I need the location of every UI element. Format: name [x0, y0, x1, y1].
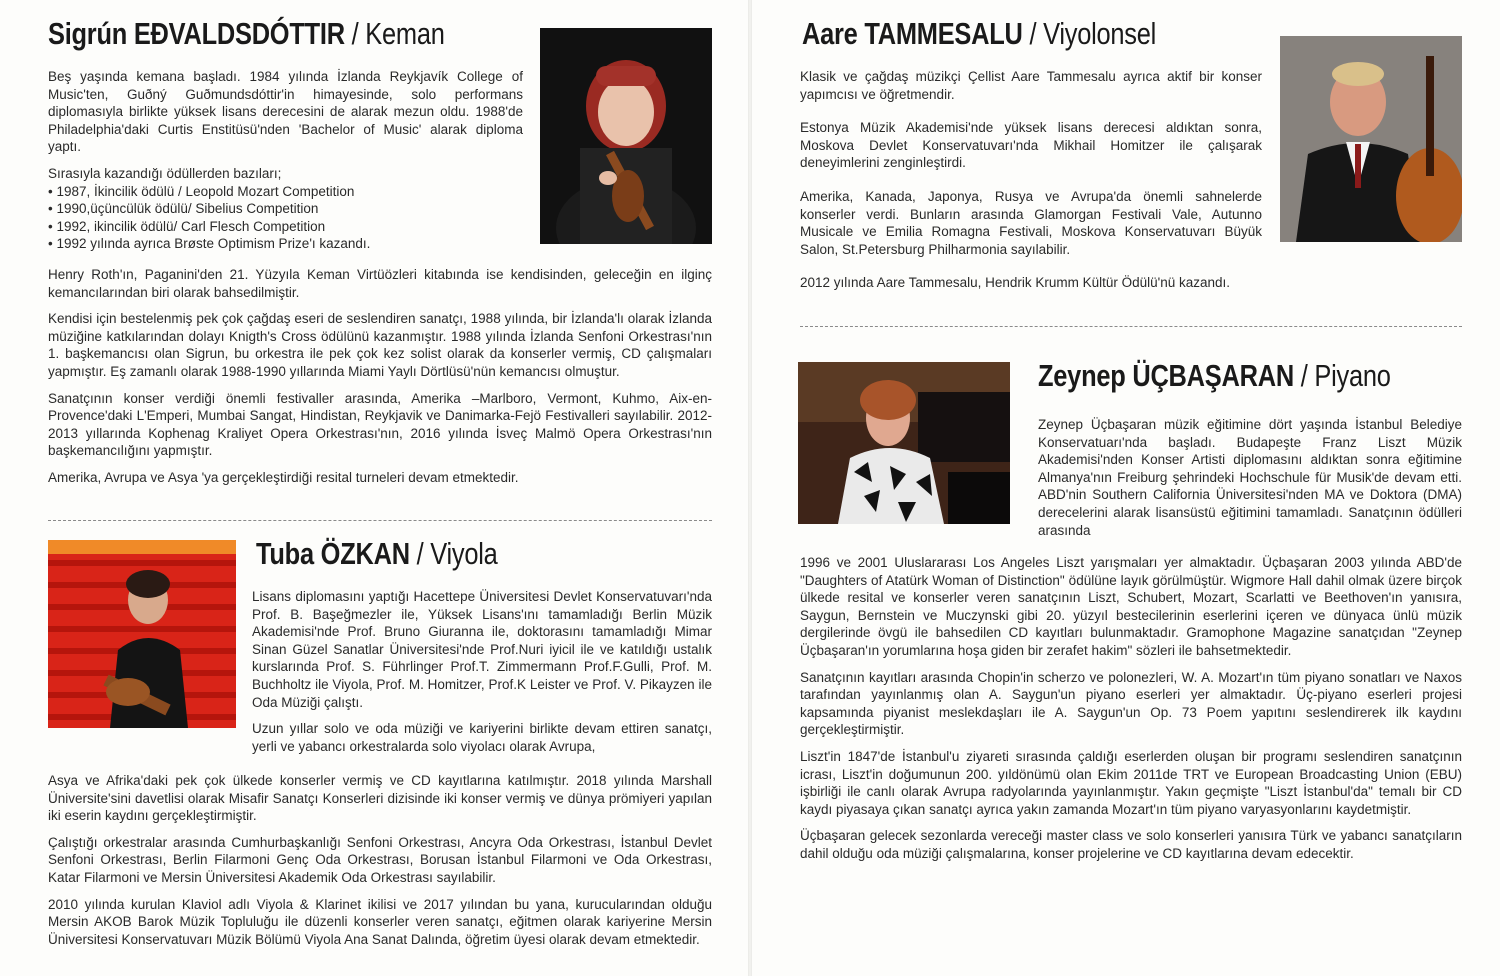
- sigrun-heading: Sigrún EÐVALDSDÓTTIR / Keman: [48, 16, 445, 51]
- list-item: • 1987, İkincilik ödülü / Leopold Mozart Competition: [48, 183, 523, 201]
- zeynep-paragraph-3: Liszt'in 1847'de İstanbul'u ziyareti sırasında çaldığı eserlerden oluşan bir programı seslendiren sanatçının icrası, Liszt'in doğumunun 200. yıldönümü olan Ekim 2011de TRT ve European Broadcasting Union (EBU) işbirliği ile canlı olarak Avrupa radyolarında yayınlanmıştır. Yakın geçmişte "Liszt İstanbul'da" temalı bir CD kaydı piyasaya çıkan sanatçı ayrıca yakın zamanda Mozart'ın tüm piyano varyasyonlarını kaydetmiştir.: [800, 748, 1462, 817]
- aare-paragraph-2: Estonya Müzik Akademisi'nde yüksek lisans derecesi aldıktan sonra, Moskova Devlet Konservatuvarı'nda Mikhail Homitzer ile çalışarak deneyimlerini zenginleştirdi.: [800, 120, 1262, 171]
- zeynep-name: Zeynep ÜÇBAŞARAN: [1038, 358, 1294, 393]
- tuba-role: Viyola: [430, 536, 498, 571]
- sigrun-paragraph-1: Beş yaşında kemana başladı. 1984 yılında İzlanda Reykjavík College of Music'ten, Guðný Guðmundsdóttir'in himayesinde, solo performans diplomasıyla birlikte yüksek lisans derecesini de alarak mezun oldu. 1988'de Philadelphia'daki Curtis Enstitüsü'nden 'Bachelor of Music' alarak diploma yaptı.: [48, 69, 523, 155]
- tuba-paragraph-4: 2010 yılında kurulan Klaviol adlı Viyola & Klarinet ikilisi ve 2017 yılından bu yana, kurucularından olduğu Mersin AKOB Barok Müzik Topluluğu ile düzenli konserler veren sanatçı, eğitmen olarak kariyerine Mersin Üniversitesi Konservatuvarı Müzik Bölümü Viyola Ana Sanat Dalında, öğretim üyesi olarak devam etmektedir.: [48, 896, 712, 947]
- aare-role: Viyolonsel: [1043, 16, 1157, 51]
- tuba-heading: Tuba ÖZKAN / Viyola: [256, 536, 498, 571]
- tuba-paragraph-3: Çalıştığı orkestralar arasında Cumhurbaşkanlığı Senfoni Orkestrası, Ancyra Oda Orkestrası, İstanbul Devlet Senfoni Orkestrası, Berlin Filarmoni Genç Oda Orkestrası, Borusan İstanbul Filarmoni ve Oda Orkestrası, Katar Filarmoni ve Mersin Üniversitesi Akademik Oda Orkestrası sayılabilir.: [48, 834, 712, 885]
- tuba-body: [48, 772, 712, 957]
- aare-body: [800, 68, 1262, 301]
- zeynep-photo: [798, 362, 1010, 524]
- list-item: • 1990,üçüncülük ödülü/ Sibelius Competition: [48, 200, 523, 218]
- aare-heading: Aare TAMMESALU / Viyolonsel: [802, 16, 1157, 51]
- tuba-intro: [252, 588, 712, 755]
- zeynep-paragraph-1a: Zeynep Üçbaşaran müzik eğitimine dört yaşında İstanbul Belediye Konservatuarı'nda başladı. Budapeşte Franz Liszt Müzik Akademisi'nden Konser Artisti diplomasını aldıktan sonra eğitimine Almanya'nın Freiburg şehrindeki Hochschule für Musik'de devam etti. ABD'nin Southern California Üniversitesi'nden MA ve Doktora (DMA) derecelerini alarak lisansüstü eğitimini tamamladı. Sanatçının ödülleri arasında: [1038, 417, 1462, 538]
- tuba-paragraph-2a: Uzun yıllar solo ve oda müziği ve kariyerini birlikte devam ettiren sanatçı, yerli ve yabancı orkestralarda solo viyolacı olarak Avrupa,: [252, 721, 712, 754]
- sigrun-paragraph-5: Amerika, Avrupa ve Asya 'ya gerçekleştirdiği resital turneleri devam etmektedir.: [48, 469, 519, 485]
- section-divider: [48, 520, 712, 521]
- aare-paragraph-3: Amerika, Kanada, Japonya, Rusya ve Avrupa'da önemli sahnelerde konserler verdi. Bunların arasında Glamorgan Festivali Vale, Autunno Musicale ve Emilia Romagna Festivali, Moskova Konservatuvarı Büyük Salon, St.Petersburg Philharmonia sayılabilir.: [800, 188, 1262, 257]
- sigrun-awards-intro: Sırasıyla kazandığı ödüllerden bazıları;: [48, 165, 282, 181]
- list-item: • 1992, ikincilik ödülü/ Carl Flesch Competition: [48, 218, 523, 236]
- sigrun-paragraph-4: Sanatçının konser verdiği önemli festivaller arasında, Amerika –Marlboro, Vermont, Kuhmo, Aix-en-Provence'daki L'Emperi, Mumbai Sangat, Hindistan, Reykjavik ve Danimarka-Fejö Festivalleri sayılabilir. 2012-2013 yıllarında Kophenag Kraliyet Opera Orkestrası'nın, 2016 yılında İsveç Malmö Opera Orkestrası'nın başkemancılığını yapmıştır.: [48, 390, 712, 459]
- section-divider: [800, 326, 1462, 327]
- tuba-paragraph-1: Lisans diplomasını yaptığı Hacettepe Üniversitesi Devlet Konservatuvarı'nda Prof. B. Başeğmezler ile, Yüksek Lisans'ını tamamladığı Berlin Müzik Akademisi'nde Prof. Bruno Giuranna ile, doktorasını tamamladığı Mimar Sinan Güzel Sanatlar Üniversitesi'nde Prof.Nuri iyicil ile ve katıldığı ustalık kurslarında Prof. S. Führlinger Prof.T. Zimmermann Prof.F.Gulli, Prof. M. Buchholtz ile Viyola, Prof. M. Homitzer, Prof.K Leister ve Prof. V. Pikayzen ile Oda Müziği çalıştı.: [252, 589, 712, 710]
- aare-paragraph-1: Klasik ve çağdaş müzikçi Çellist Aare Tammesalu ayrıca aktif bir konser yapımcısı ve öğretmendir.: [800, 69, 1262, 102]
- aare-photo: [1280, 36, 1462, 242]
- sigrun-paragraph-3: Kendisi için bestelenmiş pek çok çağdaş eseri de seslendiren sanatçı, 1988 yılında, bir İzlanda'lı olarak İzlanda müziğine katkılarından dolayı Knigth's Cross ödülünü kazanmıştır. 1988 yılında İzlanda Senfoni Orkestrası'nın 1. başkemancısı olan Sigrun, bu orkestra ile pek çok kez solist olarak da konserler vermiş, CD çalışmaları yapmıştır. Eş zamanlı olarak 1988-1990 yıllarında Miami Yaylı Dörtlüsü'nün kemancısı olmuştur.: [48, 311, 712, 379]
- aare-paragraph-4: 2012 yılında Aare Tammesalu, Hendrik Krumm Kültür Ödülü'nü kazandı.: [800, 275, 1231, 291]
- zeynep-paragraph-1b: 1996 ve 2001 Uluslararası Los Angeles Liszt yarışmaları yer almaktadır. Üçbaşaran 2003 yılında ABD'de "Daughters of Atatürk Woman of Distinction" ödülüne layık görülmüştür. Wigmore Hall dahil olmak üzere birçok ülkede resital ve konserler veren sanatçının Liszt, Schubert, Mozart, Scarlatti ve Beethoven'ın yanısıra, Saygun, Bernstein ve Muczynski gibi 20. yüzyıl bestecilerinin eserlerini içeren ve dünyaca ünlü müzik dergilerinde övgü ile bahsedilen CD kayıtları bulunmaktadır. Gramophone Magazine sanatçıdan "Zeynep Üçbaşaran'ın yorumlarına hoşa giden bir zerafet hakim" sözleri ile bahsetmektedir.: [800, 555, 1462, 658]
- sigrun-role: Keman: [365, 16, 445, 51]
- sigrun-photo: [540, 28, 712, 244]
- list-item: • 1992 yılında ayrıca Brøste Optimism Prize'ı kazandı.: [48, 235, 523, 253]
- zeynep-heading: Zeynep ÜÇBAŞARAN / Piyano: [1038, 358, 1391, 393]
- aare-name: Aare TAMMESALU: [802, 16, 1023, 51]
- zeynep-body: [800, 554, 1462, 872]
- sigrun-paragraph-2: Henry Roth'ın, Paganini'den 21. Yüzyıla Keman Virtüözleri kitabında ise kendisinden, geleceğin en ilginç kemancılarından biri olarak bahsedilmiştir.: [48, 267, 712, 300]
- sigrun-name: Sigrún EÐVALDSDÓTTIR: [48, 16, 345, 51]
- zeynep-intro: [1038, 416, 1462, 539]
- sigrun-awards-list: [48, 183, 523, 253]
- tuba-paragraph-2b: Asya ve Afrika'daki pek çok ülkede konserler vermiş ve CD kayıtlarına katılmıştır. 2018 yılında Marshall Üniversite'sini davetlisi olarak Misafir Sanatçı Konserleri dizisinde iki konser vermiş ve dünya prömiyeri yapılan iki eserin kaydını gerçekleştirmiştir.: [48, 773, 712, 824]
- zeynep-role: Piyano: [1314, 358, 1391, 393]
- sigrun-intro: [48, 68, 523, 262]
- sigrun-body: [48, 266, 712, 496]
- right-page: [750, 0, 1500, 976]
- zeynep-paragraph-4: Üçbaşaran gelecek sezonlarda vereceği master class ve solo konserleri yanısıra Türk ve yabancı sanatçıların dahil olduğu oda müziği çalışmalarına, konser projelerine ve CD kayıtlarına devam edecektir.: [800, 828, 1462, 861]
- tuba-photo: [48, 540, 236, 728]
- zeynep-paragraph-2: Sanatçının kayıtları arasında Chopin'in scherzo ve polonezleri, W. A. Mozart'ın tüm piyano sonatları ve Naxos tarafından yayınlanmış olan A. Saygun'un piyano eserleri yer almaktadır. Üç-piyano eserleri projesi kapsamında piyanist meslekdaşları ile A. Saygun'un Op. 73 Poem yapıtını seslendirerek ilk kaydını gerçekleştirmiştir.: [800, 669, 1462, 738]
- tuba-name: Tuba ÖZKAN: [256, 536, 410, 571]
